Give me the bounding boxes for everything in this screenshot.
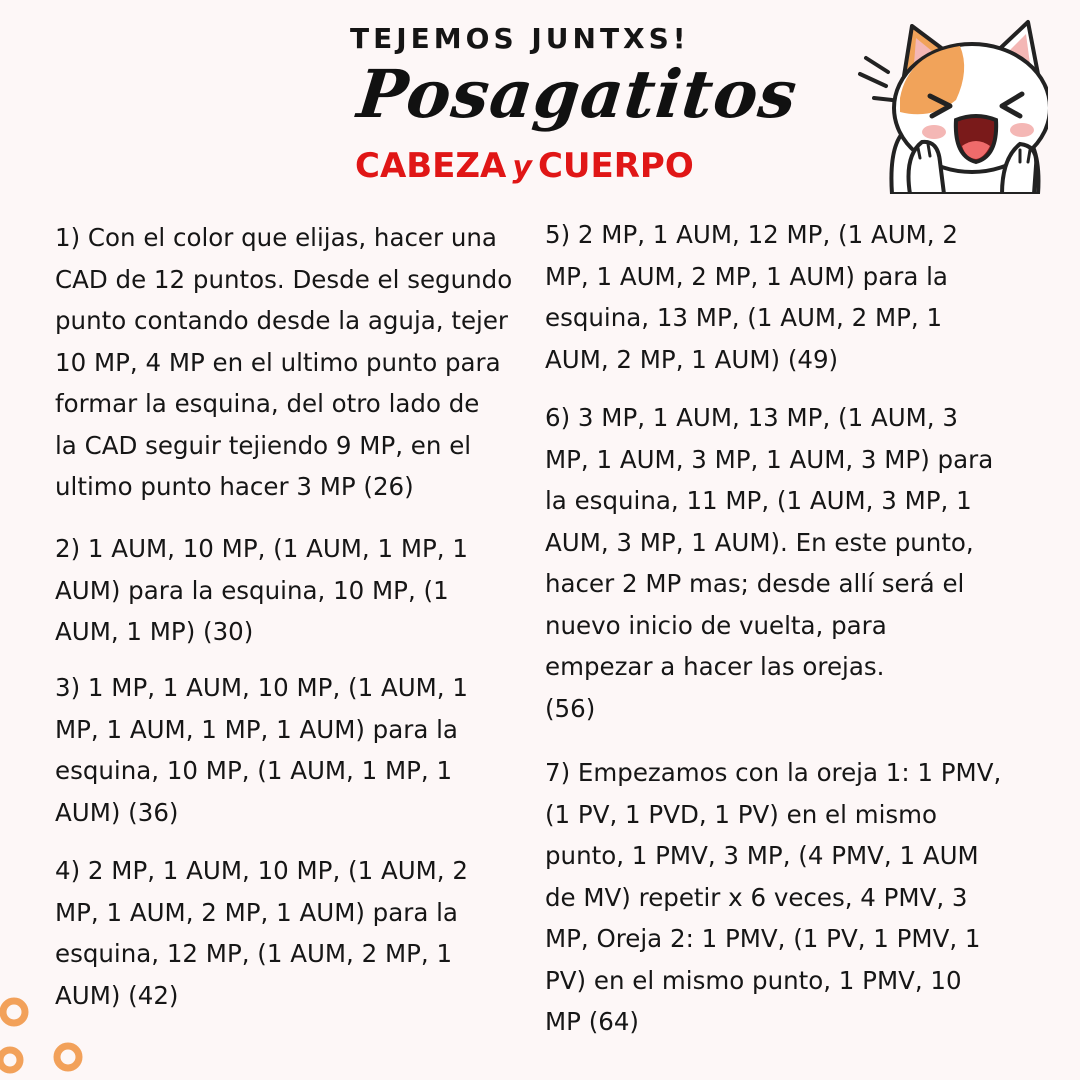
step-4: 4) 2 MP, 1 AUM, 10 MP, (1 AUM, 2 MP, 1 AUM, 2 MP, 1 AUM) para la esquina, 12 MP, (1 AUM, 2 MP, 1 AUM) (42): [55, 856, 468, 1010]
subtitle-and: y: [512, 150, 532, 185]
brand-title: Posagatitos: [353, 55, 802, 133]
step-6: 6) 3 MP, 1 AUM, 13 MP, (1 AUM, 3 MP, 1 AUM, 3 MP, 1 AUM, 3 MP) para la esquina, 11 MP, (1 AUM, 3 MP, 1 AUM, 3 MP, 1 AUM). En este punto, hacer 2 MP mas; desde allí será el nuevo inicio de vuelta, para empezar a hacer las orejas. (56): [545, 403, 994, 723]
section-subtitle: [355, 146, 694, 186]
subtitle-body: CUERPO: [537, 146, 694, 186]
kicker-title: TEJEMOS JUNTXS!: [350, 22, 690, 55]
step-1: 1) Con el color que elijas, hacer una CAD de 12 puntos. Desde el segundo punto contando desde la aguja, tejer 10 MP, 4 MP en el ultimo punto para formar la esquina, del otro lado de la CAD seguir tejiendo 9 MP, en el ultimo punto hacer 3 MP (26): [55, 223, 513, 501]
header: [0, 0, 1080, 200]
decorative-dots-icon: [0, 980, 100, 1080]
step-7: 7) Empezamos con la oreja 1: 1 PMV, (1 PV, 1 PVD, 1 PV) en el mismo punto, 1 PMV, 3 MP, (4 PMV, 1 AUM de MV) repetir x 6 veces, 4 PMV, 3 MP, Oreja 2: 1 PMV, (1 PV, 1 PMV, 1 PV) en el mismo punto, 1 PMV, 10 MP (64): [545, 758, 1002, 1036]
subtitle-head: CABEZA: [355, 146, 507, 186]
step-2: 2) 1 AUM, 10 MP, (1 AUM, 1 MP, 1 AUM) para la esquina, 10 MP, (1 AUM, 1 MP) (30): [55, 534, 468, 646]
step-5: 5) 2 MP, 1 AUM, 12 MP, (1 AUM, 2 MP, 1 AUM, 2 MP, 1 AUM) para la esquina, 13 MP, (1 AUM, 2 MP, 1 AUM, 2 MP, 1 AUM) (49): [545, 220, 958, 374]
step-3: 3) 1 MP, 1 AUM, 10 MP, (1 AUM, 1 MP, 1 AUM, 1 MP, 1 AUM) para la esquina, 10 MP, (1 AUM, 1 MP, 1 AUM) (36): [55, 673, 468, 827]
laughing-cat-icon: [852, 16, 1048, 194]
